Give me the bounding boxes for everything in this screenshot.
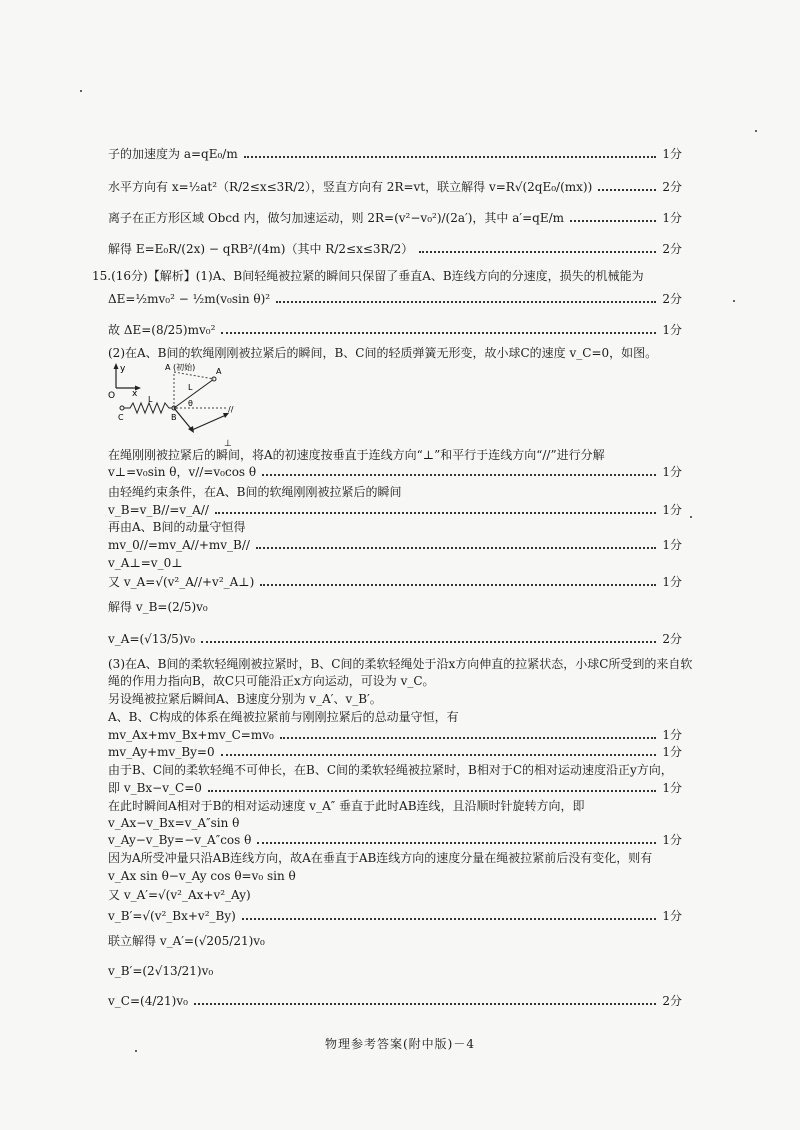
- scan-speck: [755, 130, 757, 132]
- line-score: 1分: [662, 745, 682, 759]
- answer-line: [108, 211, 682, 226]
- line-text: 又 v_A=√(v²_A//+v²_A⊥): [108, 575, 255, 589]
- dot-leader: [244, 155, 657, 158]
- rope-ab: [174, 379, 214, 408]
- dot-leader: [194, 1002, 656, 1005]
- ball-c: [120, 406, 124, 410]
- perp-component-vector: [174, 408, 192, 430]
- answer-line: [108, 147, 682, 162]
- line-text: mv_Ax+mv_Bx+mv_C=mv₀: [108, 728, 274, 742]
- answer-text: 联立解得 v_A′=(√205/21)v₀: [108, 934, 265, 948]
- answer-line: [108, 538, 682, 553]
- scan-speck: [135, 1050, 137, 1052]
- dot-leader: [262, 473, 656, 476]
- answer-text: 解得 v_B=(2/5)v₀: [108, 600, 208, 614]
- line-text: v_C=(4/21)v₀: [108, 994, 188, 1008]
- line-text: 即 v_Bx−v_C=0: [108, 781, 202, 795]
- answer-line: [108, 994, 682, 1009]
- line-score: 1分: [662, 465, 682, 479]
- line-text: v_Ay−v_By=−v_A″cos θ: [108, 833, 252, 847]
- dot-leader: [201, 640, 656, 643]
- perp-symbol: ⊥: [224, 439, 232, 448]
- y-axis-arrow-icon: [114, 363, 119, 369]
- answer-text: 又 v_A′=√(v²_Ax+v²_Ay): [108, 888, 251, 902]
- line-text: mv_0//=mv_A//+mv_B//: [108, 538, 250, 552]
- answer-text: v_B′=(2√13/21)v₀: [108, 964, 214, 978]
- dot-leader: [280, 736, 657, 739]
- answer-line: [108, 242, 682, 257]
- dot-leader: [598, 188, 656, 191]
- spring: [124, 403, 174, 413]
- answer-text: v_Ax sin θ−v_Ay cos θ=v₀ sin θ: [108, 869, 296, 883]
- initial-rope-line: [174, 372, 214, 379]
- page-footer: 物理参考答案(附中版)－4: [325, 1037, 475, 1051]
- answer-line: [108, 909, 682, 924]
- line-text: 解得 E=E₀R/(2x) − qRB²/(4m)（其中 R/2≤x≤3R/2）: [108, 242, 414, 256]
- dot-leader: [257, 841, 656, 844]
- line-score: 1分: [662, 833, 682, 847]
- answer-text: 由轻绳约束条件，在A、B间的软绳刚刚被拉紧后的瞬间: [108, 485, 402, 499]
- dot-leader: [260, 583, 656, 586]
- dot-leader: [242, 917, 657, 920]
- line-score: 2分: [662, 242, 682, 256]
- line-score: 1分: [662, 538, 682, 552]
- line-text: 水平方向有 x=½at²（R/2≤x≤3R/2），竖直方向有 2R=vt，联立解得 v=R√(2qE₀/(mx)): [108, 180, 593, 194]
- answer-line: [108, 575, 682, 590]
- scan-speck: [690, 516, 692, 518]
- answer-text: 另设绳被拉紧后瞬间A、B速度分别为 v_A′、v_B′。: [108, 692, 382, 706]
- dot-leader: [208, 789, 656, 792]
- answer-line: [108, 781, 682, 796]
- dot-leader: [276, 300, 656, 303]
- answer-text: 绳的作用力指向B，故C只可能沿正x方向运动，可设为 v_C。: [108, 674, 435, 688]
- line-score: 2分: [662, 632, 682, 646]
- dot-leader: [221, 331, 656, 334]
- initial-a-label: A (初始): [165, 363, 196, 372]
- answer-text: (2)在A、B间的软绳刚刚被拉紧后的瞬间，B、C间的轻质弹簧无形变，故小球C的速度 v_C=0，如图。: [108, 346, 658, 360]
- rope-length-label: L: [188, 383, 193, 392]
- theta-label: θ: [188, 399, 193, 408]
- line-text: 离子在正方形区域 Obcd 内，做匀加速运动，则 2R=(v²−v₀²)/(2a′)，其中 a′=qE/m: [108, 211, 565, 225]
- answer-text: (3)在A、B间的柔软轻绳刚被拉紧时，B、C间的柔软轻绳处于沿x方向伸直的拉紧状态，小球C所受到的来自软: [108, 657, 693, 671]
- line-score: 1分: [662, 781, 682, 795]
- answer-line: [108, 323, 682, 338]
- line-text: v_B=v_B//=v_A//: [108, 503, 209, 517]
- line-text: v_A=(√13/5)v₀: [108, 632, 196, 646]
- dot-leader: [570, 219, 656, 222]
- answer-text: A、B、C构成的体系在绳被拉紧前与刚刚拉紧后的总动量守恒，有: [108, 710, 459, 724]
- line-score: 2分: [662, 994, 682, 1008]
- answer-line: [108, 745, 682, 760]
- line-text: v⊥=v₀sin θ，v//=v₀cos θ: [108, 465, 257, 479]
- velocity-diagram: [108, 360, 248, 448]
- answer-text: 在绳刚刚被拉紧后的瞬间，将A的初速度按垂直于连线方向“⊥”和平行于连线方向“//”进行分解: [108, 448, 605, 462]
- y-axis-label: y: [120, 364, 126, 374]
- answer-line: [108, 728, 682, 743]
- answer-line: [108, 503, 682, 518]
- line-score: 2分: [662, 292, 682, 306]
- scan-speck: [80, 90, 82, 92]
- a-label: A: [216, 367, 222, 376]
- line-text: v_B′=√(v²_Bx+v²_By): [108, 909, 236, 923]
- line-score: 2分: [662, 180, 682, 194]
- line-score: 1分: [662, 575, 682, 589]
- line-text: 故 ΔE=(8/25)mv₀²: [108, 323, 216, 337]
- parallel-component-vector: [192, 415, 226, 430]
- question-15-heading: 15.(16分)【解析】(1)A、B间轻绳被拉紧的瞬间只保留了垂直A、B连线方向的分速度，损失的机械能为: [92, 269, 644, 283]
- origin-label: O: [108, 391, 116, 401]
- answer-line: [108, 632, 682, 647]
- line-text: ΔE=½mv₀² − ½m(v₀sin θ)²: [108, 292, 271, 306]
- answer-text: 在此时瞬间A相对于B的相对运动速度 v_A″ 垂直于此时AB连线，且沿顺时针旋转方向，即: [108, 799, 585, 813]
- scan-speck: [733, 300, 735, 302]
- c-label: C: [118, 413, 124, 422]
- answer-line: [108, 180, 682, 195]
- spring-length-label: L: [148, 395, 153, 404]
- answer-text: 再由A、B间的动量守恒得: [108, 520, 246, 534]
- dot-leader: [215, 511, 656, 514]
- dot-leader: [221, 753, 657, 756]
- line-text: mv_Ay+mv_By=0: [108, 745, 215, 759]
- answer-text: v_Ax−v_Bx=v_A″sin θ: [108, 816, 240, 830]
- parallel-symbol: //: [228, 405, 234, 414]
- line-score: 1分: [662, 147, 682, 161]
- answer-line: [108, 465, 682, 480]
- answer-text: 由于B、C间的柔软轻绳不可伸长，在B、C间的柔软轻绳被拉紧时，B相对于C的相对运动速度沿正y方向，: [108, 763, 673, 777]
- line-score: 1分: [662, 211, 682, 225]
- dot-leader: [256, 546, 656, 549]
- answer-line: [108, 292, 682, 307]
- line-score: 1分: [662, 728, 682, 742]
- line-text: 子的加速度为 a=qE₀/m: [108, 147, 238, 161]
- dot-leader: [419, 250, 656, 253]
- answer-text: v_A⊥=v_0⊥: [108, 556, 183, 570]
- b-label: B: [171, 413, 177, 422]
- line-score: 1分: [662, 323, 682, 337]
- line-score: 1分: [662, 503, 682, 517]
- x-axis-label: x: [132, 389, 138, 399]
- answer-text: 因为A所受冲量只沿AB连线方向，故A在垂直于AB连线方向的速度分量在绳被拉紧前后没有变化，则有: [108, 851, 653, 865]
- answer-line: [108, 833, 682, 848]
- line-score: 1分: [662, 909, 682, 923]
